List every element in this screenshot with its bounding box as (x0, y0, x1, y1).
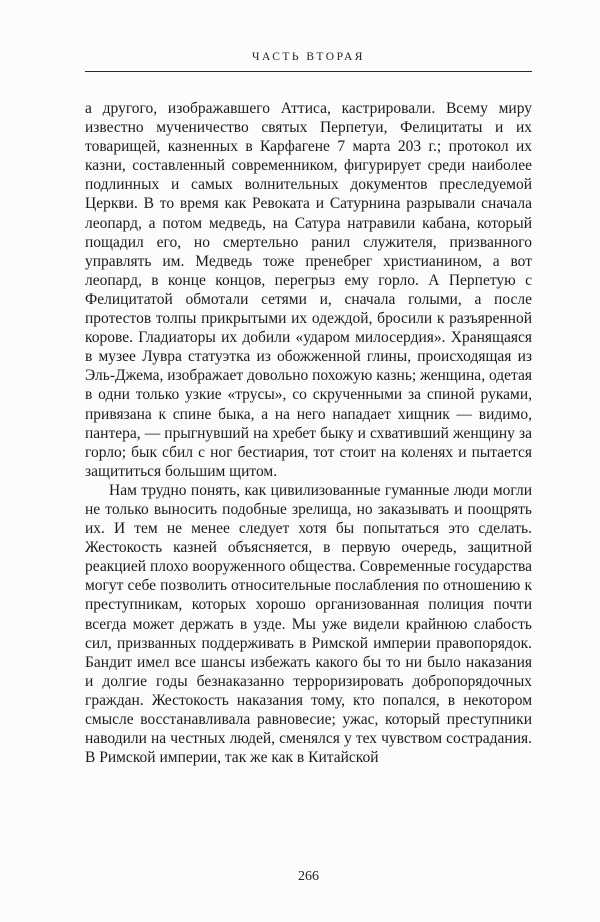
running-header: ЧАСТЬ ВТОРАЯ (252, 51, 365, 63)
page-number: 266 (298, 869, 319, 884)
paragraph: Нам трудно понять, как цивилизованные гуманные люди могли не только выносить подобные зрелища, но заказывать и поощрять их. И тем не менее следует хотя бы попытаться это сделать. Жестокость казней объясняется, в первую очередь, защитной реакцией плохо вооруженного общества. Современные государства могут себе позволить относительные послабления по отношению к преступникам, которых хорошо организованная полиция почти всегда может держать в узде. Мы уже видели крайнюю слабость сил, призванных поддерживать в Римской империи правопорядок. Бандит имел все шансы избежать какого бы то ни было наказания и долгие годы безнаказанно терроризировать добропорядочных граждан. Жестокость наказания тому, кто попался, в некотором смысле восстанавливала равновесие; ужас, который преступники наводили на честных людей, сменялся у тех чувством сострадания. В Римской империи, так же как в Китайской (85, 481, 532, 767)
header-rule (85, 71, 532, 72)
body-text (85, 99, 532, 767)
paragraph: а другого, изображавшего Аттиса, кастрировали. Всему миру известно мученичество святых Перпетуи, Фелицитаты и их товарищей, казненных в Карфагене 7 марта 203 г.; протокол их казни, составленный современником, фигурирует среди наиболее подлинных и самых волнительных документов преследуемой Церкви. В то время как Ревоката и Сатурнина разрывали сначала леопард, а потом медведь, на Сатура натравили кабана, который пощадил его, но смертельно ранил служителя, призванного управлять им. Медведь тоже пренебрег христианином, а вот леопард, в конце концов, перегрыз ему горло. А Перпетую с Фелицитатой обмотали сетями и, сначала голыми, а после протестов толпы прикрытыми их одеждой, бросили к разъяренной корове. Гладиаторы их добили «ударом милосердия». Хранящаяся в музее Лувра статуэтка из обожженной глины, происходящая из Эль-Джема, изображает довольно похожую казнь; женщина, одетая в одни только узкие «трусы», со скрученными за спиной руками, привязана к спине быка, а на него нападает хищник — видимо, пантера, — прыгнувший на хребет быку и схвативший женщину за горло; бык сбил с ног бестиария, тот стоит на коленях и пытается защититься большим щитом. (85, 100, 532, 480)
